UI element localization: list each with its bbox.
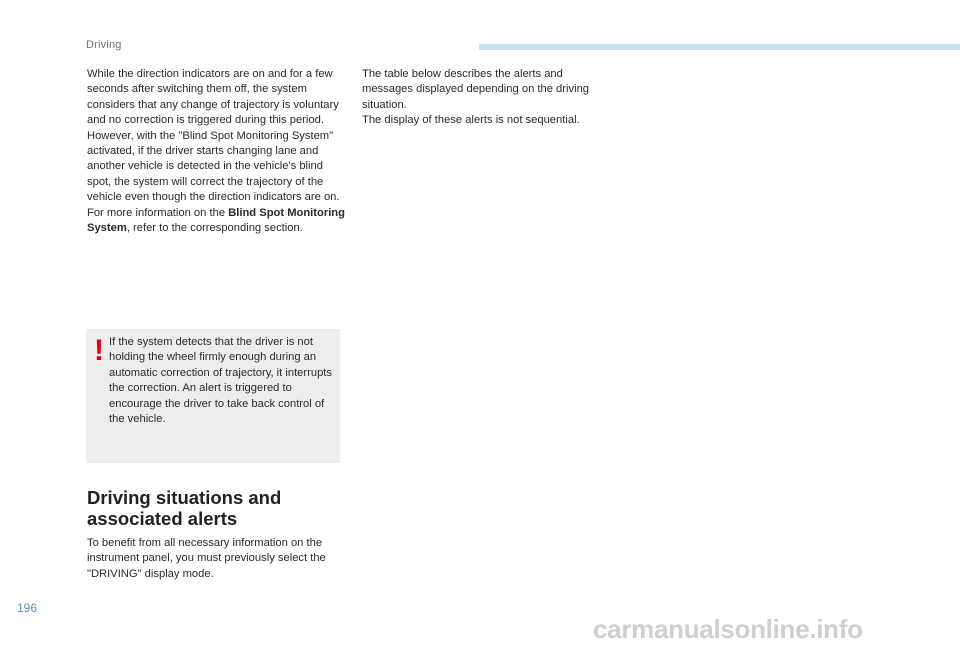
paragraph-blind-spot: However, with the "Blind Spot Monitoring System" activated, if the driver starts changing lane and another vehicle is detected in the vehicle's blind spot, the system will correct the trajectory of the vehicle even though the direction indicators are on. <box>87 129 340 204</box>
paragraph-table-description: The table below describes the alerts and messages displayed depending on the driving situation. <box>362 68 590 111</box>
exclamation-icon: ! <box>94 334 104 367</box>
right-column <box>362 67 612 129</box>
more-info-prefix: For more information on the <box>87 206 229 219</box>
section-body: To benefit from all necessary information on the instrument panel, you must previously select the "DRIVING" display mode. <box>87 537 326 580</box>
page-number: 196 <box>17 601 38 615</box>
left-column <box>87 67 347 236</box>
paragraph-more-info <box>87 206 347 237</box>
header-accent-bar <box>479 44 960 50</box>
paragraph-not-sequential: The display of these alerts is not sequential. <box>362 114 580 127</box>
warning-box <box>86 329 340 463</box>
more-info-suffix: , refer to the corresponding section. <box>126 222 303 235</box>
paragraph-indicators: While the direction indicators are on and for a few seconds after switching them off, the system considers that any change of trajectory is voluntary and no correction is triggered during this period. <box>87 68 339 127</box>
header-title: Driving <box>86 39 122 51</box>
watermark: carmanualsonline.info <box>593 614 863 644</box>
warning-text: If the system detects that the driver is not holding the wheel firmly enough during an automatic correction of trajectory, it interrupts the correction. An alert is triggered to encourage the driver to take back control of the vehicle. <box>109 336 333 426</box>
section-heading: Driving situations and associated alerts <box>87 487 282 529</box>
more-info-bold: Blind Spot Monitoring System <box>87 206 345 235</box>
